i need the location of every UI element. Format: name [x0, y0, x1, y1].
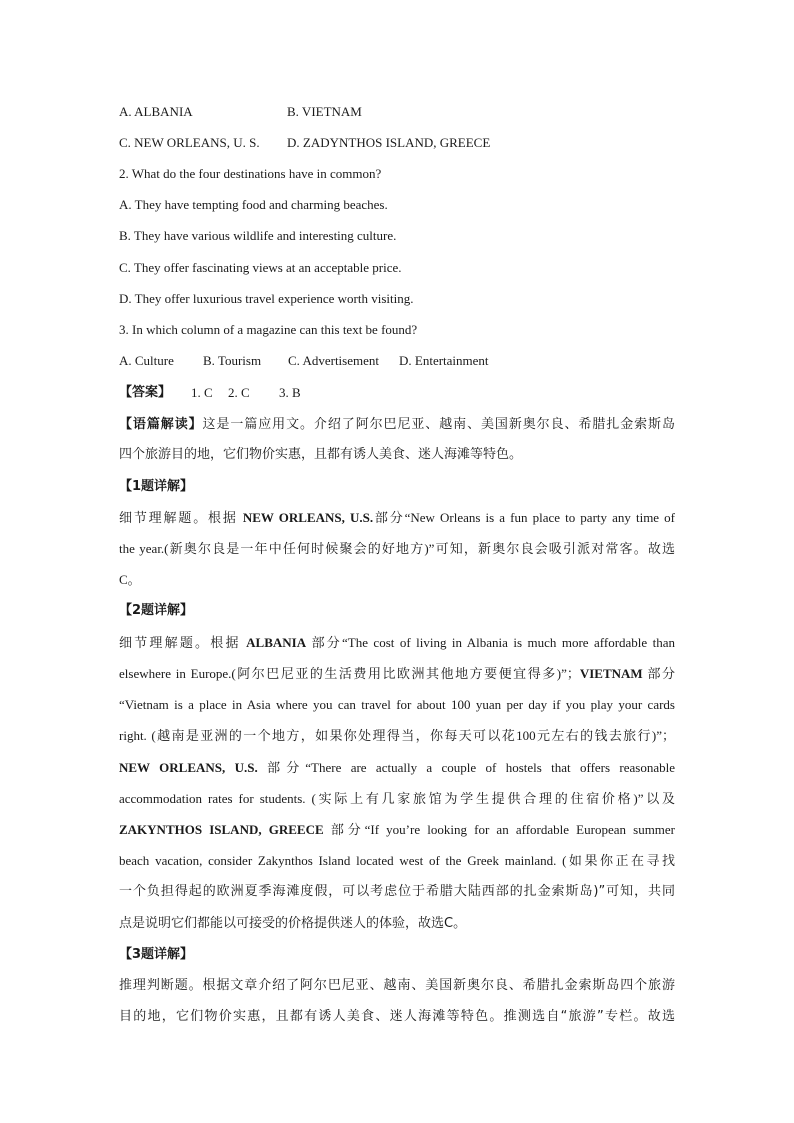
- q2-option-d: D. They offer luxurious travel experience worth visiting.: [119, 291, 414, 306]
- detail-2-line-2: elsewhere in Europe.(阿尔巴尼亚的生活费用比欧洲其他地方要便宜得多)”；VIETNAM 部分: [119, 666, 675, 681]
- q3-option-a: A. Culture: [119, 353, 174, 368]
- q3-option-b: B. Tourism: [203, 353, 262, 368]
- detail-3-line-1: 推理判断题。根据文章介绍了阿尔巴尼亚、越南、美国新奥尔良、希腊扎金索斯岛四个旅游: [119, 978, 675, 993]
- detail-2-line-8: beach vacation, consider Zakynthos Island located west of the Greek mainland. (如果你正在寻找: [119, 853, 675, 868]
- detail-2-line-6: accommodation rates for students. (实际上有几家旅馆为学生提供合理的住宿价格)”以及: [119, 791, 675, 806]
- answer-2: 2. C: [228, 385, 250, 400]
- detail-1-line-1: 细节理解题。根据 NEW ORLEANS, U.S.部分“New Orleans is a fun place to party any time of: [119, 510, 675, 526]
- passage-line-1: [119, 416, 675, 433]
- q2-option-b: B. They have various wildlife and interesting culture.: [119, 228, 397, 243]
- q3-option-c: C. Advertisement: [288, 353, 379, 368]
- q1-option-c: C. NEW ORLEANS, U. S.: [119, 135, 260, 150]
- passage-label: 【语篇解读】: [119, 417, 203, 432]
- q1-option-a: A. ALBANIA: [119, 104, 193, 119]
- detail-2-line-10: 点是说明它们都能以可接受的价格提供迷人的体验，故选C。: [119, 916, 467, 931]
- q1-option-d: D. ZADYNTHOS ISLAND, GREECE: [287, 135, 491, 150]
- q3-option-d: D. Entertainment: [399, 353, 489, 368]
- detail-2-line-7: ZAKYNTHOS ISLAND, GREECE 部分“If you’re looking for an affordable European summer: [119, 822, 676, 837]
- detail-2-line-4: right. (越南是亚洲的一个地方，如果你处理得当，你每天可以花100元左右的钱去旅行)”；: [119, 728, 675, 743]
- answer-label: 【答案】: [119, 385, 172, 400]
- detail-1-line-3: C。: [119, 572, 141, 587]
- detail-1-line-2: the year.(新奥尔良是一年中任何时候聚会的好地方)”可知，新奥尔良会吸引派对常客。故选: [119, 541, 675, 556]
- detail-3-header: 【3题详解】: [119, 947, 194, 962]
- detail-2-line-1: 细节理解题。根据 ALBANIA 部分“The cost of living in Albania is much more affordable than: [119, 635, 676, 651]
- answer-3: 3. B: [279, 385, 301, 400]
- q2-stem: 2. What do the four destinations have in common?: [119, 166, 382, 181]
- detail-1-header: 【1题详解】: [119, 479, 194, 494]
- detail-2-line-5: NEW ORLEANS, U.S. 部分“There are actually a couple of hostels that offers reasonable: [119, 760, 676, 775]
- detail-3-line-2: 目的地，它们物价实惠，且都有诱人美食、迷人海滩等特色。推测选自“旅游”专栏。故选: [119, 1009, 675, 1024]
- q3-stem: 3. In which column of a magazine can this text be found?: [119, 322, 418, 337]
- answer-1: 1. C: [191, 385, 213, 400]
- detail-2-header: 【2题详解】: [119, 603, 194, 618]
- passage-line-2: 四个旅游目的地，它们物价实惠，且都有诱人美食、迷人海滩等特色。: [119, 447, 523, 462]
- passage-text-1: 这是一篇应用文。介绍了阿尔巴尼亚、越南、美国新奥尔良、希腊扎金索斯岛: [202, 417, 675, 432]
- detail-2-line-3: “Vietnam is a place in Asia where you can travel for about 100 yuan per day if you play your cards: [119, 697, 675, 712]
- detail-2-line-9: 一个负担得起的欧洲夏季海滩度假，可以考虑位于希腊大陆西部的扎金索斯岛)”可知，共同: [119, 884, 675, 899]
- q2-option-a: A. They have tempting food and charming beaches.: [119, 197, 388, 212]
- q1-option-b: B. VIETNAM: [287, 104, 362, 119]
- q2-option-c: C. They offer fascinating views at an acceptable price.: [119, 260, 402, 275]
